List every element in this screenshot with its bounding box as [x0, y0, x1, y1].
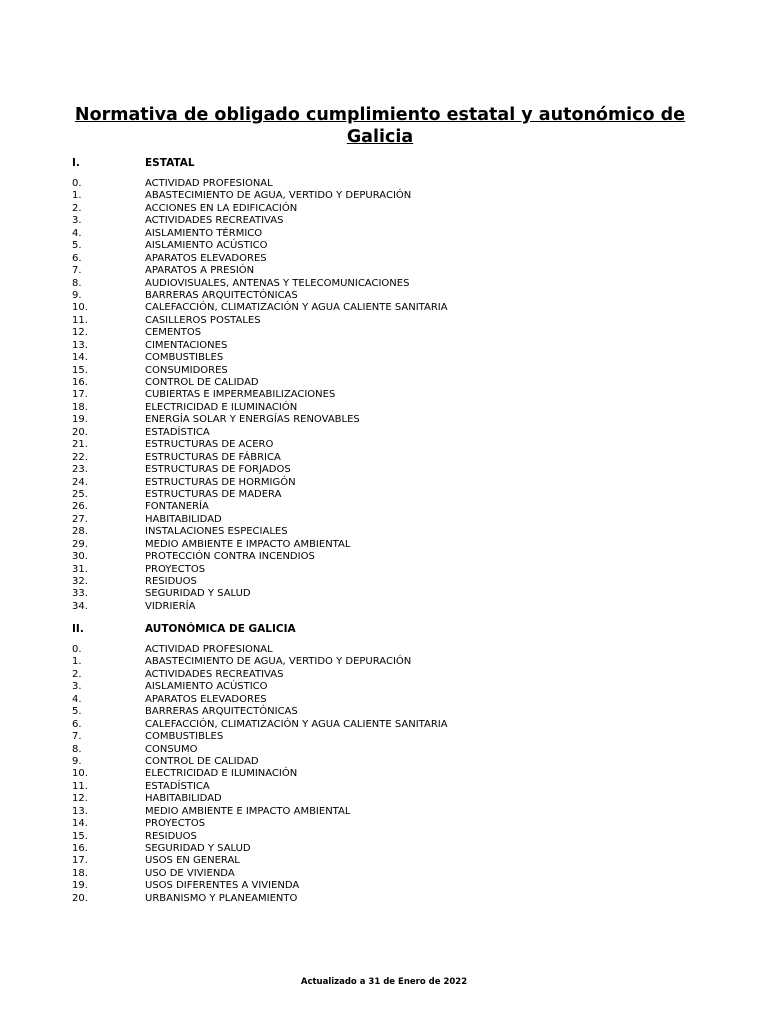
item-number: 18.	[72, 401, 88, 413]
item-number: 32.	[72, 576, 88, 587]
item-number: 1.	[72, 190, 82, 202]
item-number: 8.	[72, 277, 82, 289]
item-label: PROYECTOS	[145, 818, 206, 830]
item-number: 1.	[72, 656, 82, 668]
item-label: ABASTECIMIENTO DE AGUA, VERTIDO Y DEPURACIÓN	[145, 656, 412, 668]
footer-updated-date: Actualizado a 31 de Enero de 2022	[300, 977, 468, 987]
item-number: 4.	[72, 693, 82, 705]
item-number: 27.	[72, 513, 88, 525]
item-label: CONTROL DE CALIDAD	[145, 377, 259, 388]
item-label: RESIDUOS	[145, 576, 197, 587]
item-number: 19.	[72, 414, 88, 426]
item-label: RESIDUOS	[145, 830, 197, 842]
item-label: ELECTRICIDAD E ILUMINACIÓN	[145, 768, 298, 780]
item-number: 4.	[72, 227, 82, 239]
item-label: CALEFACCIÓN, CLIMATIZACIÓN Y AGUA CALIENTE SANITARIA	[145, 718, 448, 730]
item-number: 23.	[72, 464, 88, 476]
item-number: 0.	[72, 644, 82, 655]
item-number: 28.	[72, 526, 88, 538]
item-label: COMBUSTIBLES	[145, 731, 224, 743]
item-number: 7.	[72, 265, 82, 277]
section-numeral: II.	[72, 623, 84, 635]
item-label: AISLAMIENTO ACÚSTICO	[145, 681, 268, 693]
item-label: ESTRUCTURAS DE FORJADOS	[145, 464, 291, 476]
item-label: MEDIO AMBIENTE E IMPACTO AMBIENTAL	[145, 538, 351, 550]
item-label: APARATOS A PRESIÓN	[145, 265, 255, 277]
item-label: USO DE VIVIENDA	[145, 867, 235, 879]
item-label: PROYECTOS	[145, 563, 206, 575]
item-label: ESTRUCTURAS DE MADERA	[145, 488, 282, 500]
item-label: AUDIOVISUALES, ANTENAS Y TELECOMUNICACIONES	[145, 277, 410, 289]
item-label: ENERGÍA SOLAR Y ENERGÍAS RENOVABLES	[145, 414, 360, 426]
item-number: 21.	[72, 439, 88, 451]
item-label: HABITABILIDAD	[145, 513, 222, 525]
item-label: VIDRIERÍA	[145, 600, 196, 612]
item-number: 18.	[72, 867, 88, 879]
item-number: 34.	[72, 600, 88, 612]
item-number: 5.	[72, 240, 82, 252]
section-title: ESTATAL	[145, 157, 195, 169]
item-label: BARRERAS ARQUITECTÓNICAS	[145, 289, 298, 301]
item-number: 6.	[72, 718, 82, 730]
item-label: ESTRUCTURAS DE FÁBRICA	[145, 451, 281, 463]
item-label: COMBUSTIBLES	[145, 352, 224, 364]
item-label: AISLAMIENTO TÉRMICO	[145, 227, 263, 239]
item-label: ACTIVIDADES RECREATIVAS	[145, 215, 284, 227]
item-label: CONSUMIDORES	[145, 364, 228, 376]
item-label: ESTADÍSTICA	[145, 426, 210, 438]
item-label: ACCIONES EN LA EDIFICACIÓN	[145, 202, 298, 214]
item-label: APARATOS ELEVADORES	[145, 252, 267, 264]
item-number: 13.	[72, 805, 88, 817]
item-number: 24.	[72, 476, 88, 488]
section-numeral: I.	[72, 157, 80, 169]
item-label: CALEFACCIÓN, CLIMATIZACIÓN Y AGUA CALIENTE SANITARIA	[145, 302, 448, 314]
item-label: URBANISMO Y PLANEAMIENTO	[145, 892, 298, 904]
item-number: 9.	[72, 755, 82, 767]
item-label: USOS EN GENERAL	[145, 855, 240, 867]
item-label: APARATOS ELEVADORES	[145, 693, 267, 705]
item-number: 14.	[72, 818, 88, 830]
item-label: AISLAMIENTO ACÚSTICO	[145, 240, 268, 252]
item-number: 15.	[72, 830, 88, 842]
item-number: 11.	[72, 780, 88, 792]
item-label: ESTADÍSTICA	[145, 780, 210, 792]
item-label: CEMENTOS	[145, 327, 202, 339]
item-number: 10.	[72, 768, 88, 780]
item-number: 2.	[72, 668, 82, 680]
item-number: 20.	[72, 426, 88, 438]
item-number: 29.	[72, 538, 88, 550]
item-label: ACTIVIDADES RECREATIVAS	[145, 668, 284, 680]
item-number: 17.	[72, 855, 88, 867]
item-label: MEDIO AMBIENTE E IMPACTO AMBIENTAL	[145, 805, 351, 817]
item-number: 9.	[72, 289, 82, 301]
item-number: 30.	[72, 551, 88, 563]
item-number: 16.	[72, 377, 88, 388]
item-number: 10.	[72, 302, 88, 314]
item-label: FONTANERÍA	[145, 501, 209, 513]
item-number: 0.	[72, 178, 82, 189]
item-label: ESTRUCTURAS DE ACERO	[145, 439, 274, 451]
item-label: CASILLEROS POSTALES	[145, 314, 261, 326]
item-number: 25.	[72, 488, 88, 500]
item-number: 11.	[72, 314, 88, 326]
item-label: CONSUMO	[145, 743, 198, 755]
item-label: CUBIERTAS E IMPERMEABILIZACIONES	[145, 389, 336, 401]
item-label: ELECTRICIDAD E ILUMINACIÓN	[145, 401, 298, 413]
item-label: BARRERAS ARQUITECTÓNICAS	[145, 706, 298, 718]
item-number: 5.	[72, 706, 82, 718]
section-title: AUTONÓMICA DE GALICIA	[145, 623, 296, 635]
item-number: 19.	[72, 880, 88, 892]
item-label: SEGURIDAD Y SALUD	[145, 588, 251, 600]
item-label: ESTRUCTURAS DE HORMIGÓN	[145, 476, 296, 488]
item-number: 13.	[72, 339, 88, 351]
document-title: Normativa de obligado cumplimiento estatal y autonómico de Galicia	[74, 105, 686, 147]
item-number: 3.	[72, 215, 82, 227]
item-number: 3.	[72, 681, 82, 693]
item-label: SEGURIDAD Y SALUD	[145, 843, 251, 854]
item-label: HABITABILIDAD	[145, 793, 222, 805]
item-number: 14.	[72, 352, 88, 364]
item-number: 15.	[72, 364, 88, 376]
item-label: PROTECCIÓN CONTRA INCENDIOS	[145, 551, 315, 563]
item-number: 12.	[72, 327, 88, 339]
item-number: 20.	[72, 892, 88, 904]
item-number: 7.	[72, 731, 82, 743]
item-number: 17.	[72, 389, 88, 401]
item-label: ACTIVIDAD PROFESIONAL	[145, 178, 273, 189]
item-number: 33.	[72, 588, 88, 600]
item-number: 8.	[72, 743, 82, 755]
item-number: 22.	[72, 451, 88, 463]
item-label: ABASTECIMIENTO DE AGUA, VERTIDO Y DEPURACIÓN	[145, 190, 412, 202]
item-number: 12.	[72, 793, 88, 805]
item-number: 2.	[72, 202, 82, 214]
item-label: INSTALACIONES ESPECIALES	[145, 526, 288, 538]
item-label: CIMENTACIONES	[145, 339, 228, 351]
item-label: CONTROL DE CALIDAD	[145, 755, 259, 767]
item-number: 16.	[72, 843, 88, 854]
item-number: 31.	[72, 563, 88, 575]
item-label: ACTIVIDAD PROFESIONAL	[145, 644, 273, 655]
item-label: USOS DIFERENTES A VIVIENDA	[145, 880, 300, 892]
item-number: 26.	[72, 501, 88, 513]
item-number: 6.	[72, 252, 82, 264]
